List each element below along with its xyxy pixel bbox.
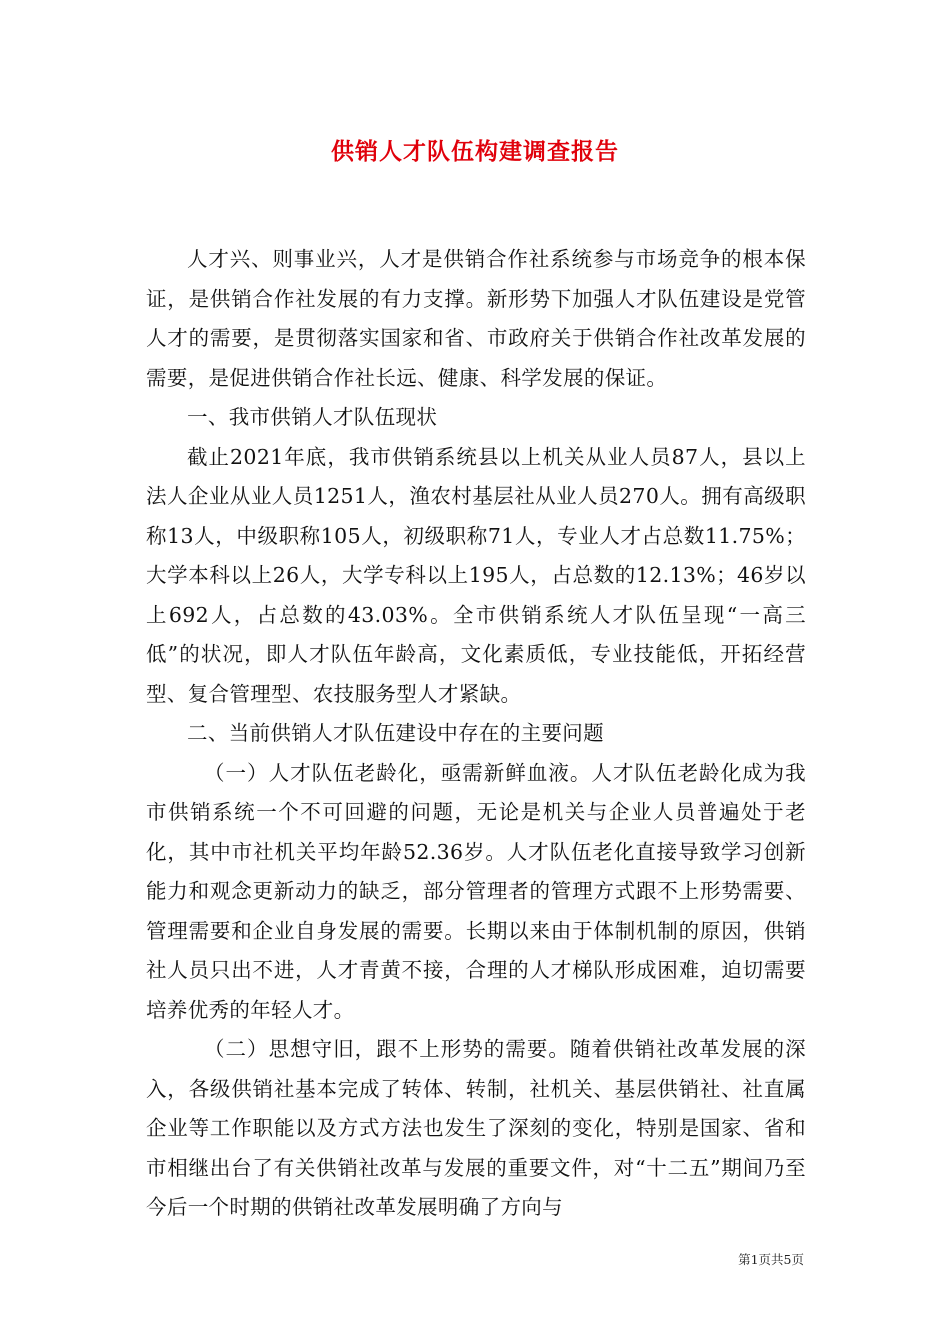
page-number: 第1页共5页	[738, 1252, 804, 1267]
section-heading-2: 二、当前供销人才队伍建设中存在的主要问题	[187, 721, 604, 745]
section-heading-1: 一、我市供销人才队伍现状	[187, 405, 438, 429]
paragraph-intro: 人才兴、则事业兴，人才是供销合作社系统参与市场竞争的根本保证，是供销合作社发展的有力支撑。新形势下加强人才队伍建设是党管人才的需要，是贯彻落实国家和省、市政府关于供销合作社改革发展的需要，是促进供销合作社长远、健康、科学发展的保证。	[146, 247, 806, 390]
paragraph-status: 截止2021年底，我市供销系统县以上机关从业人员87人，县以上法人企业从业人员1251人，渔农村基层社从业人员270人。拥有高级职称13人，中级职称105人，初级职称71人，专业人才占总数11.75%；大学本科以上26人，大学专科以上195人，占总数的12.13%；46岁以上692人，占总数的43.03%。全市供销系统人才队伍呈现“一高三低”的状况，即人才队伍年龄高，文化素质低，专业技能低，开拓经营型、复合管理型、农技服务型人才紧缺。	[146, 444, 806, 706]
paragraph-problem-1: （一）人才队伍老龄化，亟需新鲜血液。人才队伍老龄化成为我市供销系统一个不可回避的问题，无论是机关与企业人员普遍处于老化，其中市社机关平均年龄52.36岁。人才队伍老化直接导致学习创新能力和观念更新动力的缺乏，部分管理者的管理方式跟不上形势需要、管理需要和企业自身发展的需要。长期以来由于体制机制的原因，供销社人员只出不进，人才青黄不接，合理的人才梯队形成困难，迫切需要培养优秀的年轻人才。	[146, 760, 806, 1022]
paragraph-problem-2: （二）思想守旧，跟不上形势的需要。随着供销社改革发展的深入，各级供销社基本完成了转体、转制，社机关、基层供销社、社直属企业等工作职能以及方式方法也发生了深刻的变化，特别是国家、省和市相继出台了有关供销社改革与发展的重要文件，对“十二五”期间乃至今后一个时期的供销社改革发展明确了方向与	[146, 1037, 806, 1219]
document-title: 供销人才队伍构建调查报告	[331, 138, 619, 165]
document-body	[146, 240, 806, 1228]
